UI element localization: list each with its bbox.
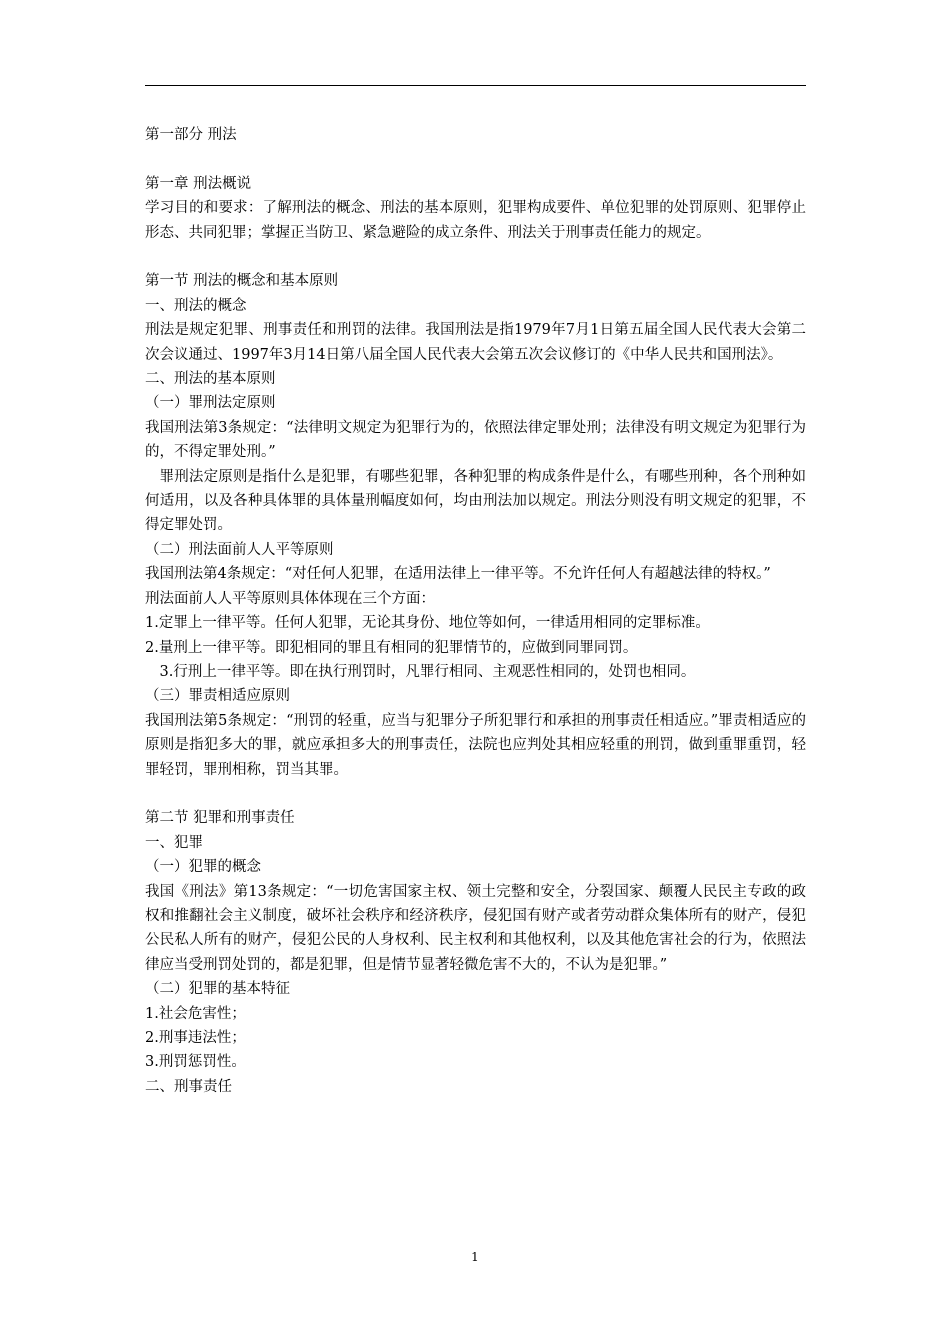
principle1-explain: 罪刑法定原则是指什么是犯罪，有哪些犯罪，各种犯罪的构成条件是什么，有哪些刑种，各个刑种如何适用，以及各种具体罪的具体量刑幅度如何，均由刑法加以规定。刑法分则没有明文规定的犯罪，不得定罪处罚。 xyxy=(145,468,806,534)
crime-feature-item: 3.刑罚惩罚性。 xyxy=(145,1054,246,1071)
principle2-title: （二）刑法面前人人平等原则 xyxy=(145,541,334,558)
section1-title: 第一节 刑法的概念和基本原则 xyxy=(145,273,339,290)
chapter-title: 第一章 刑法概说 xyxy=(145,175,252,192)
crime-feature-item: 1.社会危害性； xyxy=(145,1005,246,1022)
learning-goal: 学习目的和要求：了解刑法的概念、刑法的基本原则，犯罪构成要件、单位犯罪的处罚原则、犯罪停止形态、共同犯罪；掌握正当防卫、紧急避险的成立条件、刑法关于刑事责任能力的规定。 xyxy=(145,200,806,241)
section2-title: 第二节 犯罪和刑事责任 xyxy=(145,810,295,827)
principle2-intro: 刑法面前人人平等原则具体体现在三个方面： xyxy=(145,590,435,607)
crime-concept-text: 我国《刑法》第13条规定：“一切危害国家主权、领土完整和安全，分裂国家、颠覆人民民主专政的政权和推翻社会主义制度，破坏社会秩序和经济秩序，侵犯国有财产或者劳动群众集体所有的财产，侵犯公民私人所有的财产，侵犯公民的人身权利、民主权利和其他权利，以及其他危害社会的行为，依照法律应当受刑罚处罚的，都是犯罪，但是情节显著轻微危害不大的，不认为是犯罪。” xyxy=(145,883,806,973)
document-body xyxy=(145,123,806,1099)
principle1-title: （一）罪刑法定原则 xyxy=(145,395,276,412)
principle3-text: 我国刑法第5条规定：“刑罚的轻重，应当与犯罪分子所犯罪行和承担的刑事责任相适应。”罪责相适应的原则是指犯多大的罪，就应承担多大的刑事责任，法院也应判处其相应轻重的刑罚，做到重罪重罚，轻罪轻罚，罪刑相称，罚当其罪。 xyxy=(145,712,806,778)
section2-sub2-title: 二、刑事责任 xyxy=(145,1078,232,1095)
principle2-item: 2.量刑上一律平等。即犯相同的罪且有相同的犯罪情节的，应做到同罪同罚。 xyxy=(145,639,638,656)
principle2-text: 我国刑法第4条规定：“对任何人犯罪，在适用法律上一律平等。不允许任何人有超越法律的特权。” xyxy=(145,566,771,583)
page-number: 1 xyxy=(471,1250,479,1264)
blank-line xyxy=(145,782,806,806)
principle1-text: 我国刑法第3条规定：“法律明文规定为犯罪行为的，依照法律定罪处刑；法律没有明文规定为犯罪行为的，不得定罪处刑。” xyxy=(145,419,806,461)
section1-sub1-text: 刑法是规定犯罪、刑事责任和刑罚的法律。我国刑法是指1979年7月1日第五届全国人民代表大会第二次会议通过、1997年3月14日第八届全国人民代表大会第五次会议修订的《中华人民共和国刑法》。 xyxy=(145,322,806,363)
section2-sub1-title: 一、犯罪 xyxy=(145,834,203,851)
header-rule xyxy=(145,85,806,86)
blank-line xyxy=(145,147,806,171)
part-title: 第一部分 刑法 xyxy=(145,127,237,143)
crime-feature-item: 2.刑事违法性； xyxy=(145,1029,246,1046)
principle2-item: 3.行刑上一律平等。即在执行刑罚时，凡罪行相同、主观恶性相同的，处罚也相同。 xyxy=(159,663,696,680)
crime-concept-title: （一）犯罪的概念 xyxy=(145,859,261,876)
section1-sub1-title: 一、刑法的概念 xyxy=(145,297,247,314)
principle3-title: （三）罪责相适应原则 xyxy=(145,688,290,705)
crime-features-title: （二）犯罪的基本特征 xyxy=(145,981,290,998)
blank-line xyxy=(145,245,806,269)
principle2-item: 1.定罪上一律平等。任何人犯罪，无论其身份、地位等如何，一律适用相同的定罪标准。 xyxy=(145,615,710,632)
section1-sub2-title: 二、刑法的基本原则 xyxy=(145,371,276,388)
